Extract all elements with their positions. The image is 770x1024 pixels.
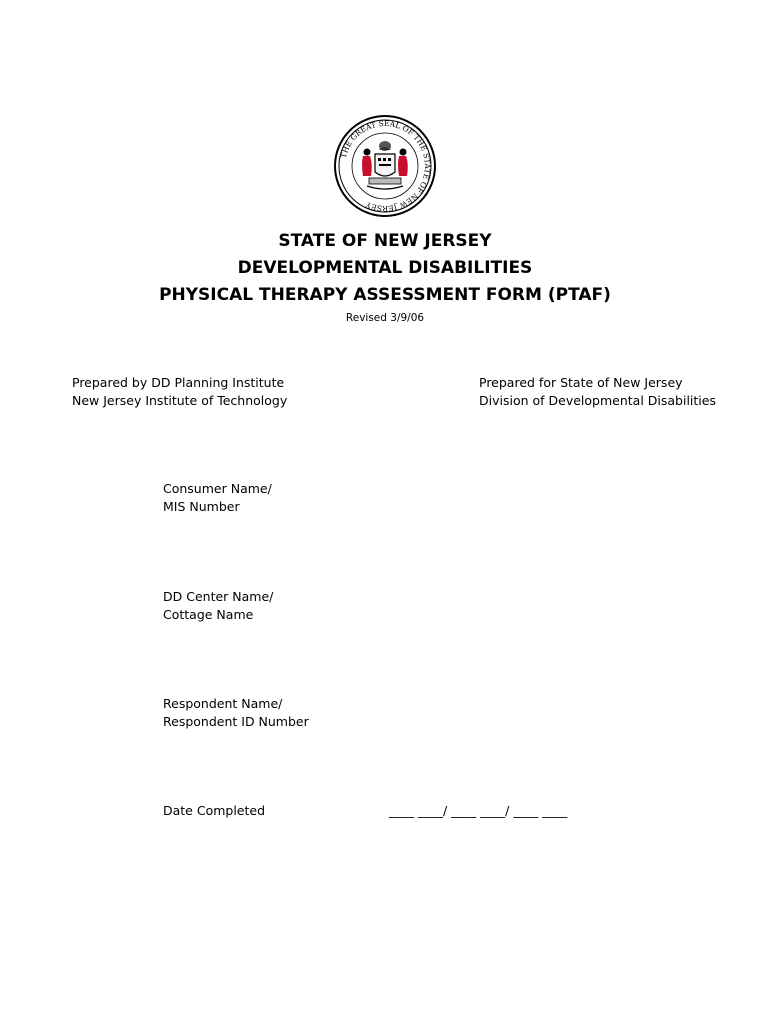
- prepared-for-line2: Division of Developmental Disabilities: [479, 393, 716, 408]
- mis-number-label: MIS Number: [163, 499, 240, 514]
- title-block: [0, 228, 770, 326]
- consumer-field-label: [163, 480, 272, 516]
- respondent-id-label: Respondent ID Number: [163, 714, 309, 729]
- date-completed-label: Date Completed: [163, 803, 266, 818]
- respondent-name-label: Respondent Name/: [163, 696, 283, 711]
- prepared-for: [479, 374, 716, 410]
- consumer-name-label: Consumer Name/: [163, 481, 272, 496]
- date-completed-blanks[interactable]: ____ ____/ ____ ____/ ____ ____: [389, 803, 568, 818]
- title-form-name: PHYSICAL THERAPY ASSESSMENT FORM (PTAF): [159, 285, 611, 305]
- title-state: STATE OF NEW JERSEY: [278, 231, 492, 251]
- prepared-by: [72, 374, 287, 410]
- seal-text: THE GREAT SEAL OF THE STATE OF NEW JERSEY: [338, 118, 433, 214]
- prepared-by-line1: Prepared by DD Planning Institute: [72, 375, 285, 390]
- prepared-by-line2: New Jersey Institute of Technology: [72, 393, 288, 408]
- prepared-for-line1: Prepared for State of New Jersey: [479, 375, 683, 390]
- state-seal-icon: [333, 114, 437, 218]
- title-department: DEVELOPMENTAL DISABILITIES: [237, 258, 533, 278]
- center-field-label: [163, 588, 273, 624]
- dd-center-name-label: DD Center Name/: [163, 589, 274, 604]
- revised-date: Revised 3/9/06: [345, 312, 425, 324]
- cottage-name-label: Cottage Name: [163, 607, 254, 622]
- respondent-field-label: [163, 695, 309, 731]
